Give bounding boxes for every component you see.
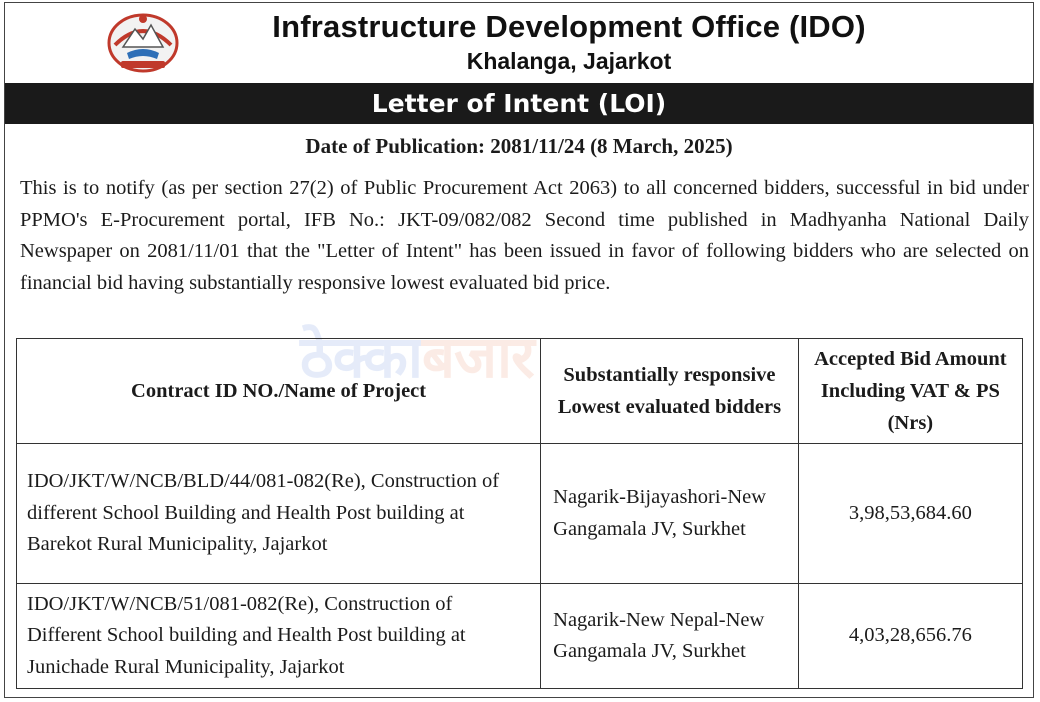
cell-project: IDO/JKT/W/NCB/BLD/44/081-082(Re), Construction of different School Building and Health Post building at Barekot Rural Municipality, Jajarkot: [17, 444, 541, 584]
cell-bidder: Nagarik-New Nepal-New Gangamala JV, Surkhet: [541, 584, 799, 689]
bid-results-table: [16, 338, 1023, 689]
cell-bidder: Nagarik-Bijayashori-New Gangamala JV, Surkhet: [541, 444, 799, 584]
header-accepted-amount: Accepted Bid Amount Including VAT & PS (Nrs): [798, 339, 1022, 444]
notice-header: [5, 3, 1033, 83]
table-row: [17, 584, 1023, 689]
watermark-part-1: ठेक्का: [300, 323, 422, 391]
table-row: [17, 444, 1023, 584]
publication-date: Date of Publication: 2081/11/24 (8 March, 2025): [305, 134, 733, 158]
notice-paragraph: This is to notify (as per section 27(2) of Public Procurement Act 2063) to all concerned bidders, successful in bid under PPMO's E-Procurement portal, IFB No.: JKT-09/082/082 Second time published in Madhyanha National Daily Newspaper on 2081/11/01 that the "Letter of Intent" has been issued in favor of following bidders who are selected on financial bid having substantially responsive lowest evaluated bid price.: [20, 177, 1029, 294]
loi-title-banner: Letter of Intent (LOI): [5, 83, 1033, 124]
cell-amount: 3,98,53,684.60: [798, 444, 1022, 584]
header-contract-project: Contract ID NO./Name of Project: [17, 339, 541, 444]
cell-project: IDO/JKT/W/NCB/51/081-082(Re), Construction of Different School building and Health Post building at Junichade Rural Municipality, Jajarkot: [17, 584, 541, 689]
table-header-row: [17, 339, 1023, 444]
office-location: Khalanga, Jajarkot: [466, 48, 672, 74]
cell-amount: 4,03,28,656.76: [798, 584, 1022, 689]
office-title: Infrastructure Development Office (IDO): [272, 9, 866, 44]
watermark-part-2: बजार: [421, 323, 534, 391]
header-lowest-bidder: Substantially responsive Lowest evaluated bidders: [541, 339, 799, 444]
